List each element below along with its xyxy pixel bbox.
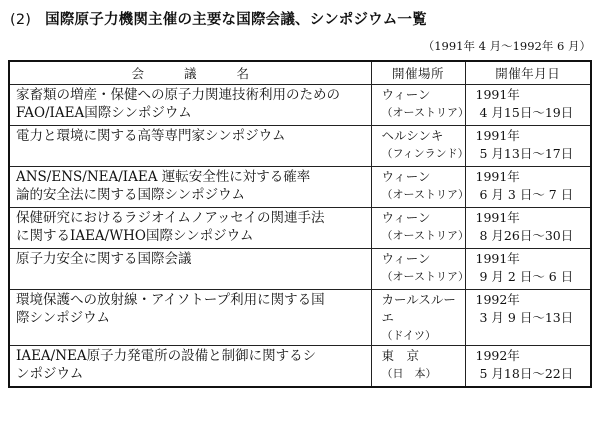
venue-cell	[371, 208, 469, 249]
venue-city: ウィーン	[381, 87, 431, 102]
table-row	[9, 249, 591, 290]
date-days: 9 月 2 日～ 6 日	[479, 269, 574, 284]
table-row	[9, 346, 591, 388]
table-row	[9, 208, 591, 249]
period-note: （1991年 4 月～1992年 6 月）	[422, 39, 591, 53]
conference-name-cell	[9, 290, 371, 346]
table-header-row	[9, 61, 591, 85]
date-year: 1992年	[475, 292, 520, 307]
venue-country: （オーストリア）	[381, 229, 469, 242]
table-row	[9, 290, 591, 346]
conference-name-line: 論的安全法に関する国際シンポジウム	[16, 187, 246, 203]
date-year: 1992年	[475, 348, 520, 363]
date-year: 1991年	[475, 251, 520, 266]
venue-country: （フィンランド）	[381, 147, 469, 160]
conference-name-line: 環境保護への放射線・アイソトープ利用に関する国	[16, 292, 325, 308]
venue-cell	[371, 85, 469, 126]
venue-country: （ドイツ）	[381, 329, 436, 342]
table-body	[9, 85, 591, 388]
document-heading	[10, 8, 427, 29]
conference-name-cell	[9, 167, 371, 208]
date-cell	[465, 249, 591, 290]
venue-country: （オーストリア）	[381, 188, 469, 201]
conference-name-line: IAEA/NEA原子力発電所の設備と制御に関するシ	[16, 348, 317, 364]
conference-name-cell	[9, 208, 371, 249]
venue-city: ウィーン	[381, 169, 431, 184]
date-days: 4 月15日～19日	[479, 105, 574, 120]
date-cell	[465, 85, 591, 126]
date-year: 1991年	[475, 128, 520, 143]
date-cell	[465, 208, 591, 249]
venue-city: ウィーン	[381, 210, 431, 225]
section-title: 国際原子力機関主催の主要な国際会議、シンポジウム一覧	[45, 12, 427, 28]
date-days: 3 月 9 日～13日	[479, 310, 574, 325]
date-cell	[465, 126, 591, 167]
conference-name-line: 電力と環境に関する高等専門家シンポジウム	[16, 128, 286, 144]
conference-name-line: ンポジウム	[16, 366, 84, 382]
section-number: (2)	[10, 12, 32, 28]
venue-country: （オーストリア）	[381, 270, 469, 283]
venue-country: （日 本）	[381, 367, 437, 380]
venue-cell	[371, 167, 469, 208]
table-row	[9, 126, 591, 167]
venue-cell	[371, 290, 465, 346]
date-cell	[465, 167, 591, 208]
conference-table	[8, 60, 592, 388]
conference-name-cell	[9, 346, 371, 388]
venue-city: 東 京	[381, 348, 420, 363]
conference-name-line: 保健研究におけるラジオイムノアッセイの関連手法	[16, 210, 325, 226]
venue-cell	[371, 249, 469, 290]
venue-city: カールスルーエ	[381, 292, 456, 325]
date-days: 5 月13日～17日	[479, 146, 574, 161]
table-row	[9, 85, 591, 126]
header-date: 開催年月日	[465, 61, 591, 85]
date-days: 6 月 3 日～ 7 日	[479, 187, 574, 202]
venue-cell	[371, 346, 465, 388]
header-venue: 開催場所	[371, 61, 465, 85]
conference-name-line: に関するIAEA/WHO国際シンポジウム	[16, 228, 254, 244]
table-row	[9, 167, 591, 208]
venue-cell	[371, 126, 469, 167]
date-year: 1991年	[475, 210, 520, 225]
date-cell	[465, 290, 591, 346]
conference-name-line: 原子力安全に関する国際会議	[16, 251, 192, 267]
venue-city: ウィーン	[381, 251, 431, 266]
conference-name-line: ANS/ENS/NEA/IAEA 運転安全性に対する確率	[16, 169, 311, 185]
venue-country: （オーストリア）	[381, 106, 469, 119]
date-year: 1991年	[475, 87, 520, 102]
date-days: 5 月18日～22日	[479, 366, 574, 381]
conference-name-cell	[9, 85, 371, 126]
date-year: 1991年	[475, 169, 520, 184]
conference-name-line: 家畜類の増産・保健への原子力関連技術利用のための	[16, 87, 340, 103]
date-cell	[465, 346, 591, 388]
venue-city: ヘルシンキ	[381, 128, 444, 143]
date-days: 8 月26日～30日	[479, 228, 574, 243]
conference-name-line: FAO/IAEA国際シンポジウム	[16, 105, 192, 121]
header-conference-name: 会議名	[9, 61, 371, 85]
conference-name-line: 際シンポジウム	[16, 310, 111, 326]
conference-name-cell	[9, 249, 371, 290]
conference-name-cell	[9, 126, 371, 167]
